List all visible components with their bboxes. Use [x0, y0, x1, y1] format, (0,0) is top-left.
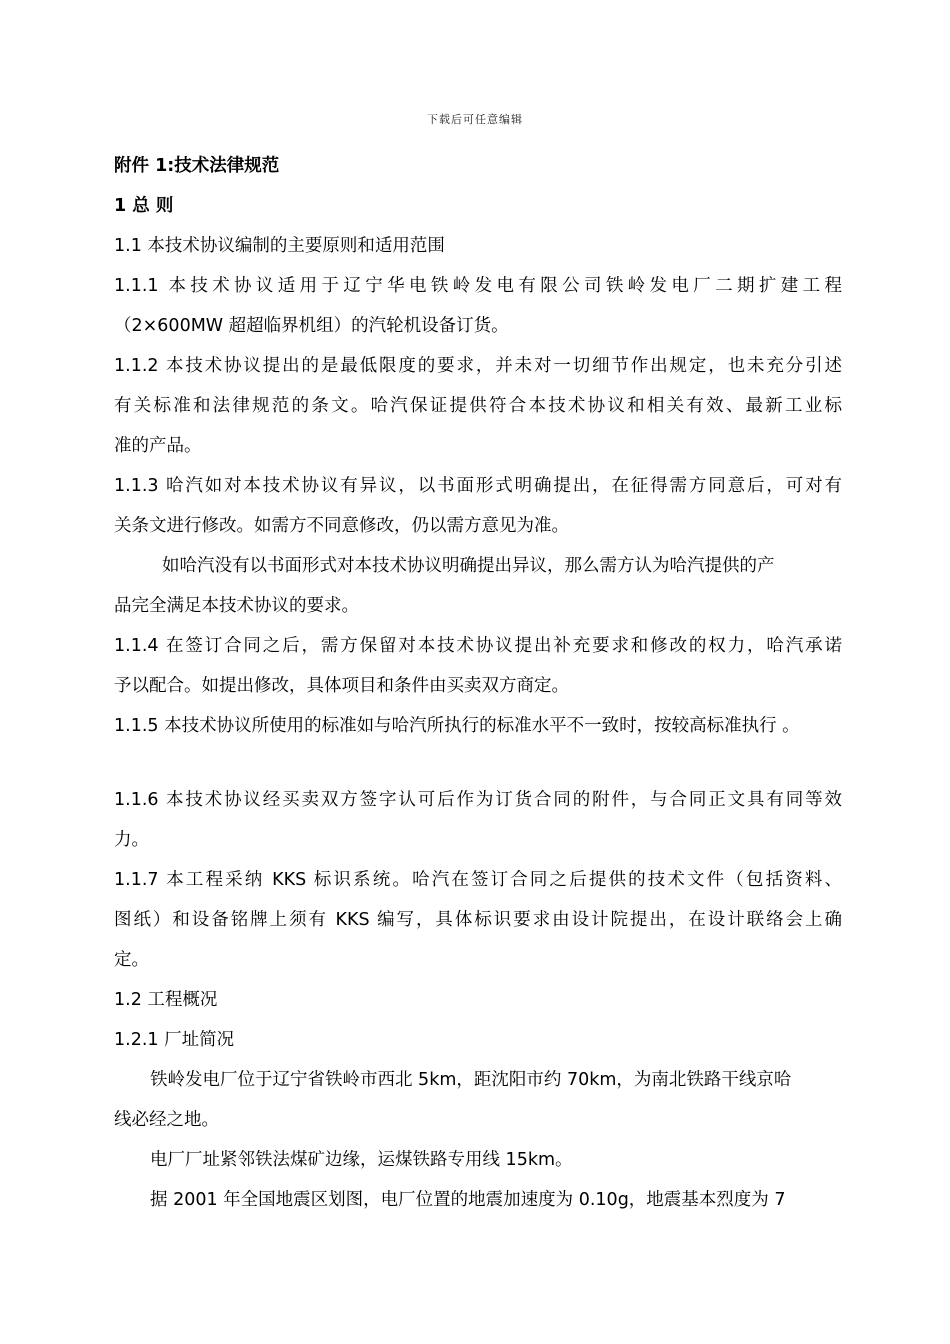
paragraph-line: 1.1.4 在签订合同之后，需方保留对本技术协议提出补充要求和修改的权力，哈汽承诺 — [114, 636, 842, 656]
paragraph-gap — [114, 746, 842, 780]
paragraph-line: 品完全满足本技术协议的要求。 — [114, 596, 359, 616]
paragraph-line: 予以配合。如提出修改，具体项目和条件由买卖双方商定。 — [114, 676, 569, 696]
paragraph-line: 1.1.7 本工程采纳 KKS 标识系统。哈汽在签订合同之后提供的技术文件（包括资料、 — [114, 870, 842, 890]
paragraph-line: 电厂厂址紧邻铁法煤矿边缘，运煤铁路专用线 15km。 — [150, 1150, 573, 1170]
paragraph-line: 如哈汽没有以书面形式对本技术协议明确提出异议，那么需方认为哈汽提供的产 — [162, 556, 775, 576]
paragraph-line: 1.1 本技术协议编制的主要原则和适用范围 — [114, 236, 445, 256]
paragraph-line: 1.1.3 哈汽如对本技术协议有异议，以书面形式明确提出，在征得需方同意后，可对有 — [114, 476, 842, 496]
paragraph-line: 铁岭发电厂位于辽宁省铁岭市西北 5km，距沈阳市约 70km，为南北铁路干线京哈 — [150, 1070, 792, 1090]
paragraph-line: 关条文进行修改。如需方不同意修改，仍以需方意见为准。 — [114, 516, 569, 536]
subsection-heading: 1.2.1 厂址简况 — [114, 1030, 235, 1050]
download-note: 下载后可任意编辑 — [427, 113, 523, 126]
paragraph-line: 图纸）和设备铭牌上须有 KKS 编写，具体标识要求由设计院提出，在设计联络会上确 — [114, 910, 842, 930]
paragraph-line: 1.1.2 本技术协议提出的是最低限度的要求，并未对一切细节作出规定，也未充分引述 — [114, 356, 842, 376]
paragraph-line: 1.1.1 本技术协议适用于辽宁华电铁岭发电有限公司铁岭发电厂二期扩建工程 — [114, 276, 842, 296]
section-heading: 1 总 则 — [114, 196, 174, 216]
paragraph-line: 1.1.6 本技术协议经买卖双方签字认可后作为订货合同的附件，与合同正文具有同等效 — [114, 790, 842, 810]
subsection-heading: 1.2 工程概况 — [114, 990, 218, 1010]
paragraph-line: 线必经之地。 — [114, 1110, 219, 1130]
document-title: 附件 1:技术法律规范 — [114, 156, 280, 176]
paragraph-line: （2×600MW 超超临界机组）的汽轮机设备订货。 — [114, 316, 509, 336]
paragraph-line: 1.1.5 本技术协议所使用的标准如与哈汽所执行的标准水平不一致时，按较高标准执行 。 — [114, 716, 800, 736]
paragraph-line: 定。 — [114, 950, 149, 970]
paragraph-line: 准的产品。 — [114, 436, 202, 456]
paragraph-line: 据 2001 年全国地震区划图，电厂位置的地震加速度为 0.10g，地震基本烈度为 7 — [150, 1190, 786, 1210]
document-body — [114, 146, 842, 1220]
paragraph-line: 有关标准和法律规范的条文。哈汽保证提供符合本技术协议和相关有效、最新工业标 — [114, 396, 842, 416]
paragraph-line: 力。 — [114, 830, 149, 850]
